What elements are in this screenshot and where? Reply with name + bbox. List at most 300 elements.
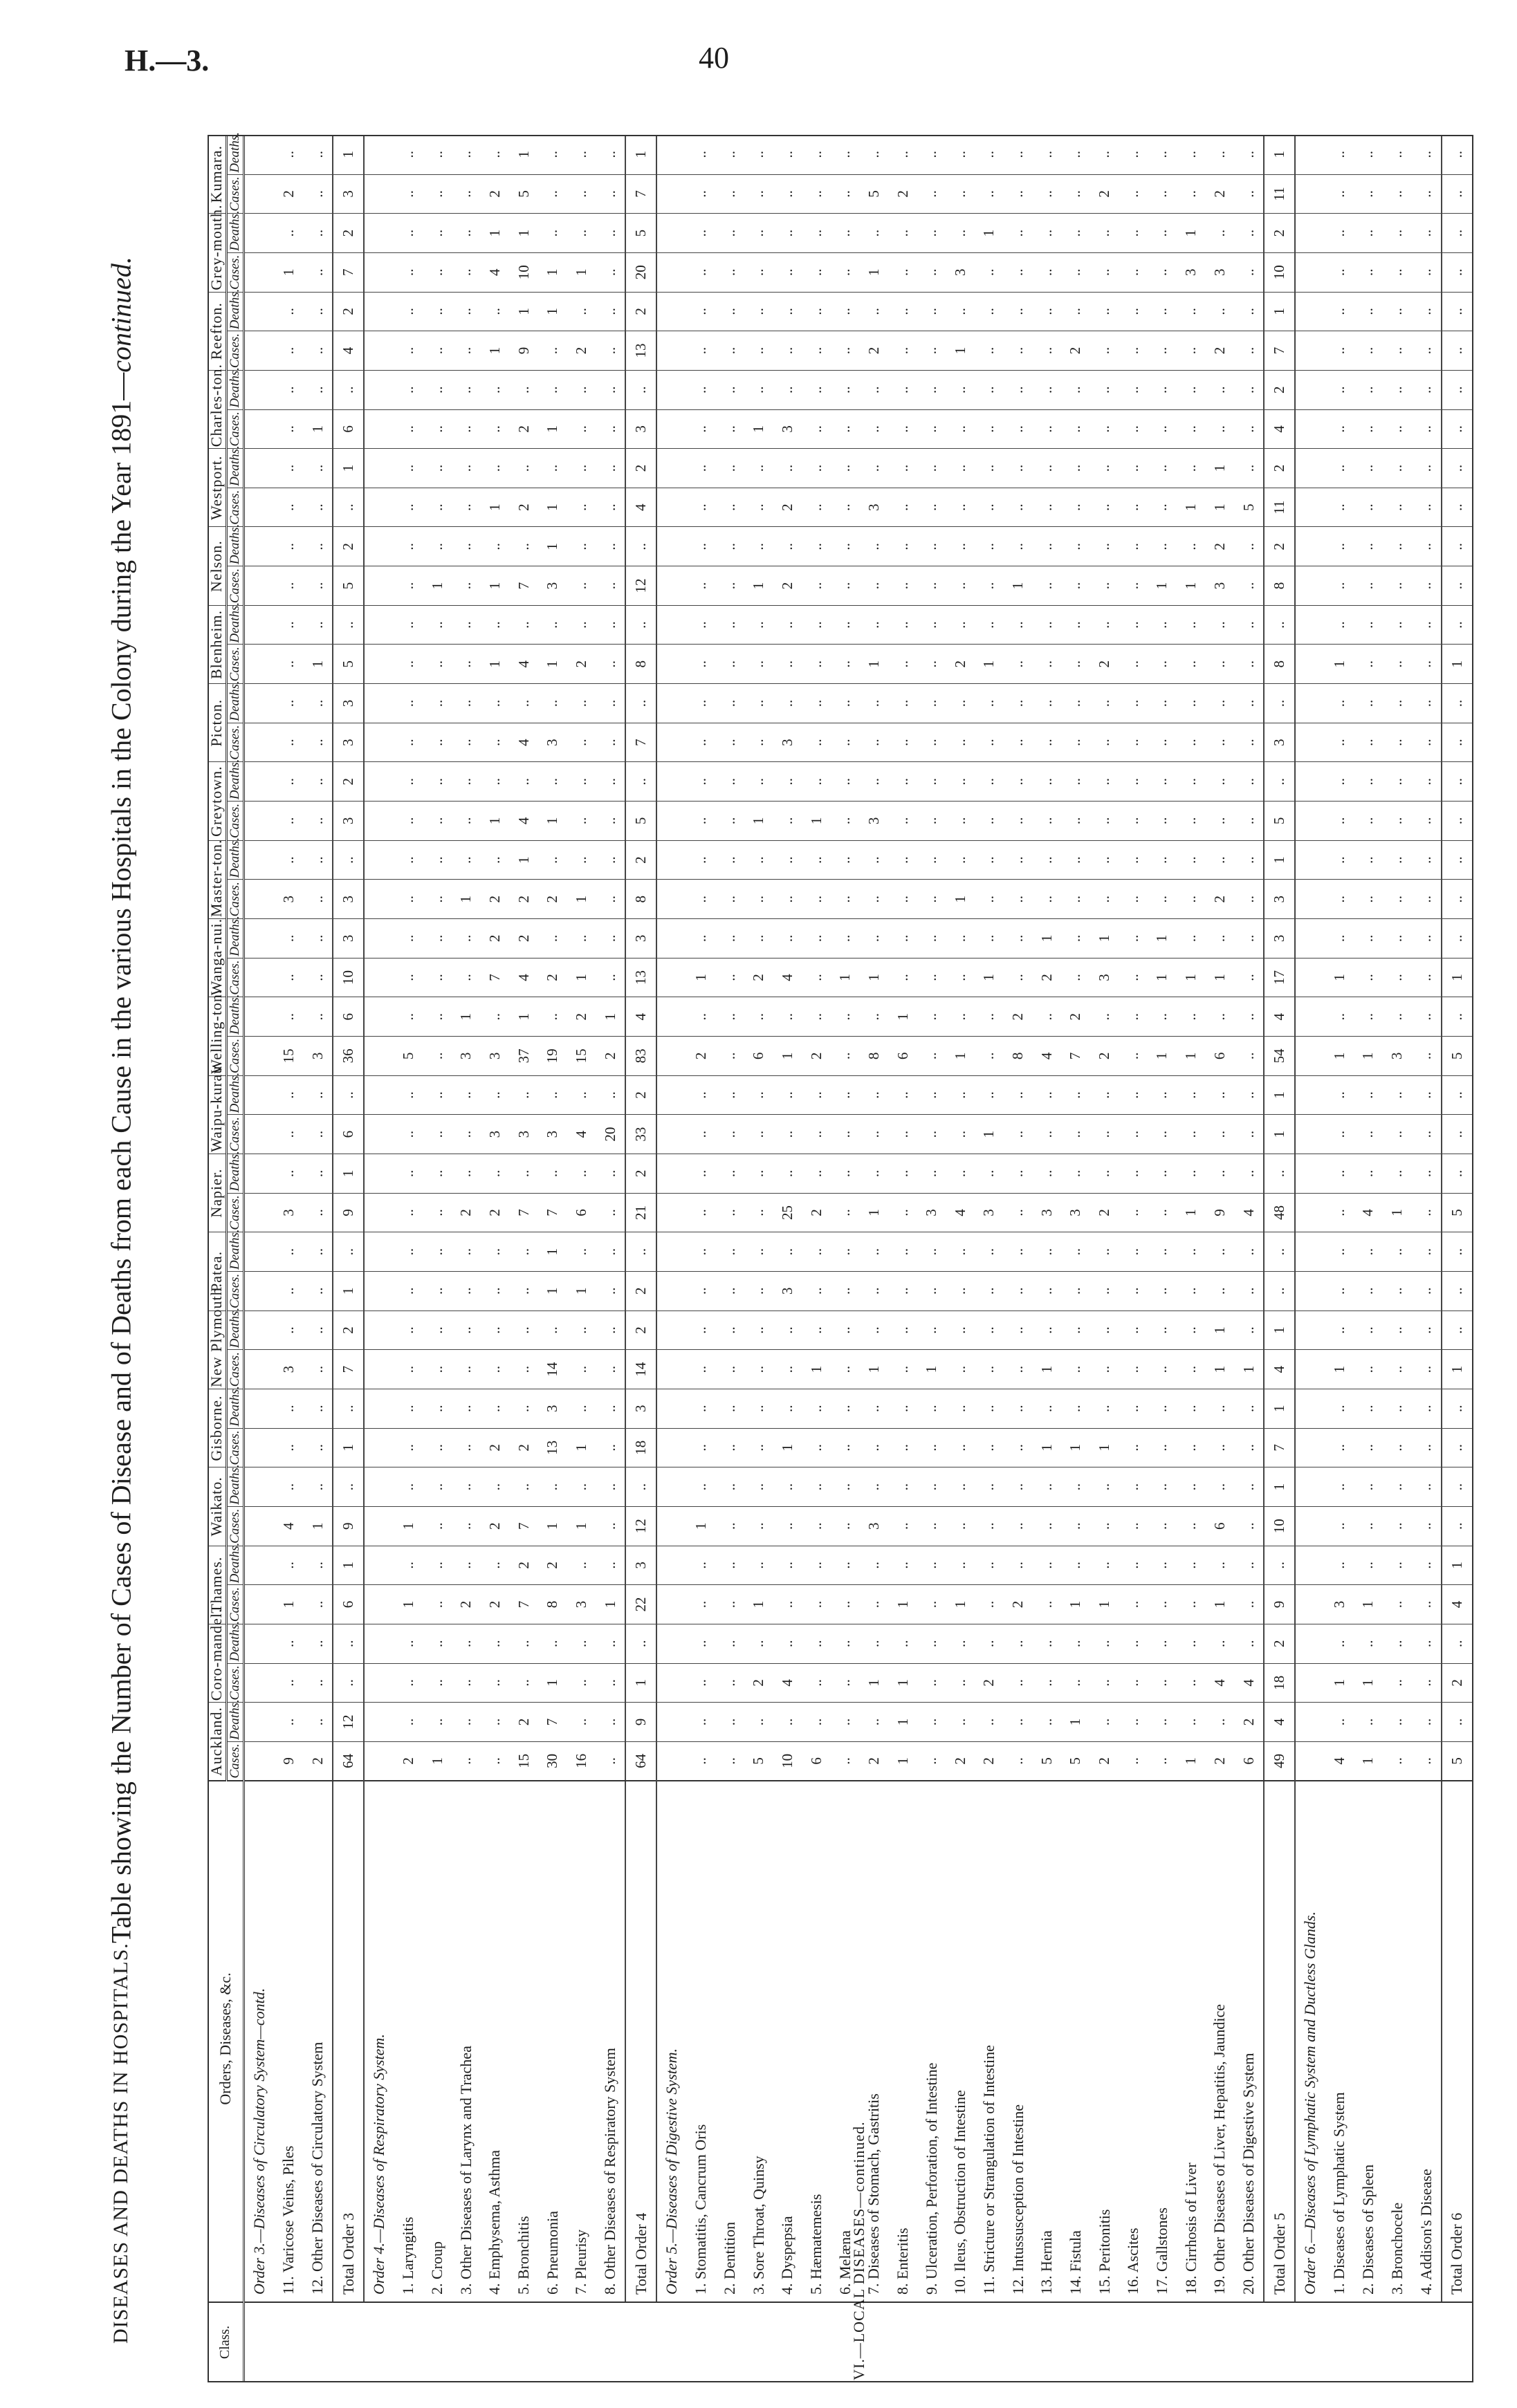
deaths-cell: ..: [860, 1546, 889, 1585]
cases-cell: ..: [1411, 1350, 1441, 1389]
cases-cell: ..: [1004, 880, 1033, 919]
deaths-cell: ..: [1264, 1546, 1295, 1585]
cases-cell: ..: [423, 1115, 452, 1154]
cases-cell: ..: [744, 488, 773, 527]
cases-cell: [656, 802, 686, 841]
deaths-cell: 1: [1061, 1703, 1090, 1742]
cases-cell: 1: [744, 566, 773, 606]
deaths-cell: ..: [625, 1232, 656, 1272]
cases-cell: ..: [596, 880, 625, 919]
deaths-cell: [364, 1154, 394, 1194]
deaths-cell: ..: [394, 449, 423, 488]
deaths-cell: ..: [303, 449, 333, 488]
deaths-cell: 2: [333, 527, 364, 566]
cases-cell: 1: [567, 252, 596, 292]
deaths-cell: ..: [1325, 449, 1354, 488]
cases-cell: 1: [946, 1037, 975, 1076]
cases-cell: ..: [744, 1506, 773, 1546]
cases-cell: 1: [975, 1115, 1004, 1154]
deaths-cell: ..: [1119, 1546, 1148, 1585]
deaths-cell: ..: [860, 135, 889, 174]
hospital-header: Kumara.: [208, 135, 227, 214]
cases-cell: ..: [567, 1350, 596, 1389]
cases-cell: ..: [744, 880, 773, 919]
deaths-cell: 4: [1264, 997, 1295, 1037]
cases-cell: ..: [1119, 1271, 1148, 1310]
table-row: [1177, 135, 1206, 2382]
deaths-cell: ..: [1411, 292, 1441, 331]
row-label: 3. Bronchocele: [1383, 1781, 1412, 2302]
cases-cell: 1: [1354, 1585, 1383, 1624]
cases-cell: ..: [1119, 958, 1148, 997]
deaths-cell: ..: [1090, 1232, 1119, 1272]
cases-cell: 6: [802, 1741, 831, 1781]
cases-cell: 10: [1264, 1506, 1295, 1546]
cases-cell: [1295, 723, 1325, 762]
deaths-cell: ..: [715, 1389, 744, 1428]
cases-cell: 2: [394, 1741, 423, 1781]
deaths-cell: ..: [773, 840, 802, 880]
hospital-header: Grey-mouth.: [208, 214, 227, 292]
cases-cell: 1: [275, 1585, 304, 1624]
deaths-cell: ..: [715, 919, 744, 958]
cases-cell: ..: [509, 1663, 538, 1703]
cases-cell: [1295, 880, 1325, 919]
title-heading: DISEASES AND DEATHS IN HOSPITALS.: [109, 1943, 132, 2344]
deaths-cell: ..: [1090, 1467, 1119, 1507]
cases-cell: 5: [394, 1037, 423, 1076]
deaths-cell: 6: [333, 997, 364, 1037]
cases-cell: 1: [1205, 958, 1234, 997]
deaths-cell: 1: [1264, 1467, 1295, 1507]
title-caption-text: Table showing the Number of Cases of Disease and of Deaths from each Cause in the various Hospitals in the Colony during the Year 1891—: [105, 372, 137, 1943]
table-row: [423, 135, 452, 2382]
cases-cell: ..: [687, 566, 716, 606]
deaths-cell: ..: [423, 605, 452, 645]
cases-cell: ..: [1325, 1271, 1354, 1310]
deaths-cell: ..: [1205, 684, 1234, 723]
cases-cell: ..: [1177, 802, 1206, 841]
deaths-cell: ..: [975, 997, 1004, 1037]
deaths-cell: [364, 1546, 394, 1585]
cases-cell: ..: [1004, 1115, 1033, 1154]
deaths-cell: ..: [1354, 605, 1383, 645]
deaths-cell: [1295, 292, 1325, 331]
deaths-cell: ..: [802, 1389, 831, 1428]
cases-cell: ..: [1411, 1663, 1441, 1703]
cases-cell: [364, 1506, 394, 1546]
deaths-cell: ..: [888, 1154, 917, 1194]
deaths-cell: ..: [1032, 449, 1061, 488]
deaths-cell: ..: [1383, 605, 1412, 645]
deaths-cell: ..: [452, 1310, 481, 1350]
cases-cell: 3: [333, 723, 364, 762]
cases-cell: ..: [1354, 488, 1383, 527]
deaths-cell: ..: [1354, 214, 1383, 253]
deaths-cell: ..: [1090, 1310, 1119, 1350]
cases-cell: ..: [423, 174, 452, 214]
cases-cell: 4: [509, 645, 538, 684]
deaths-cell: ..: [802, 370, 831, 409]
cases-cell: ..: [1383, 802, 1412, 841]
cases-cell: ..: [802, 488, 831, 527]
deaths-cell: ..: [773, 1154, 802, 1194]
deaths-cell: ..: [888, 919, 917, 958]
cases-cell: 4: [625, 488, 656, 527]
deaths-cell: [244, 1310, 275, 1350]
cases-cell: ..: [802, 958, 831, 997]
table-title: [42, 228, 201, 2372]
deaths-cell: ..: [1325, 1467, 1354, 1507]
cases-cell: ..: [1148, 252, 1177, 292]
cases-cell: ..: [744, 645, 773, 684]
deaths-cell: ..: [1177, 1310, 1206, 1350]
deaths-cell: ..: [1061, 1310, 1090, 1350]
cases-cell: ..: [423, 958, 452, 997]
cases-cell: ..: [802, 1506, 831, 1546]
cases-cell: ..: [1354, 802, 1383, 841]
cases-cell: ..: [423, 252, 452, 292]
cases-cell: 15: [567, 1037, 596, 1076]
deaths-cell: ..: [1119, 292, 1148, 331]
deaths-cell: ..: [1354, 1624, 1383, 1663]
deaths-cell: ..: [275, 1154, 304, 1194]
cases-cell: ..: [1119, 1193, 1148, 1232]
deaths-cell: ..: [1383, 1467, 1412, 1507]
deaths-cell: ..: [567, 684, 596, 723]
cases-cell: ..: [1354, 1506, 1383, 1546]
cases-cell: 1: [1205, 488, 1234, 527]
deaths-cell: ..: [275, 135, 304, 174]
deaths-cell: ..: [1148, 684, 1177, 723]
cases-cell: 1: [567, 1428, 596, 1467]
deaths-cell: ..: [715, 1624, 744, 1663]
deaths-cell: ..: [1234, 840, 1264, 880]
cases-cell: ..: [802, 331, 831, 371]
deaths-cell: ..: [1411, 1310, 1441, 1350]
deaths-cell: ..: [567, 292, 596, 331]
deaths-cell: ..: [888, 214, 917, 253]
cases-cell: ..: [1411, 1428, 1441, 1467]
deaths-cell: ..: [1325, 684, 1354, 723]
deaths-cell: ..: [625, 1467, 656, 1507]
cases-cell: ..: [1411, 409, 1441, 449]
deaths-cell: ..: [831, 214, 860, 253]
deaths-cell: ..: [1383, 1232, 1412, 1272]
deaths-cell: ..: [481, 605, 510, 645]
rotated-table: [208, 132, 1473, 2382]
deaths-cell: ..: [917, 527, 946, 566]
deaths-cell: ..: [303, 135, 333, 174]
deaths-cell: ..: [860, 1232, 889, 1272]
deaths-cell: ..: [773, 292, 802, 331]
cases-header: Cases.: [227, 880, 244, 919]
cases-cell: ..: [917, 1506, 946, 1546]
deaths-cell: ..: [946, 840, 975, 880]
cases-cell: 13: [625, 331, 656, 371]
cases-cell: [1295, 802, 1325, 841]
deaths-cell: 1: [1177, 214, 1206, 253]
deaths-cell: ..: [1234, 1075, 1264, 1115]
cases-cell: ..: [1061, 488, 1090, 527]
deaths-cell: ..: [1325, 919, 1354, 958]
deaths-cell: ..: [888, 1310, 917, 1350]
cases-header: Cases.: [227, 1741, 244, 1781]
cases-cell: ..: [1383, 958, 1412, 997]
deaths-cell: ..: [1383, 1703, 1412, 1742]
deaths-cell: ..: [715, 449, 744, 488]
cases-cell: ..: [831, 1115, 860, 1154]
deaths-cell: 2: [1004, 997, 1033, 1037]
deaths-cell: ..: [917, 1232, 946, 1272]
deaths-cell: ..: [917, 919, 946, 958]
cases-cell: ..: [509, 1350, 538, 1389]
deaths-cell: ..: [687, 527, 716, 566]
cases-cell: ..: [975, 488, 1004, 527]
deaths-cell: ..: [1442, 997, 1473, 1037]
cases-cell: ..: [1004, 409, 1033, 449]
deaths-cell: ..: [744, 1154, 773, 1194]
cases-cell: ..: [1119, 1741, 1148, 1781]
deaths-cell: ..: [946, 684, 975, 723]
cases-cell: ..: [275, 958, 304, 997]
deaths-cell: [364, 1467, 394, 1507]
order-heading-row: [364, 135, 394, 2382]
cases-cell: ..: [831, 331, 860, 371]
deaths-cell: ..: [1234, 1624, 1264, 1663]
cases-cell: 4: [1234, 1193, 1264, 1232]
cases-cell: [244, 958, 275, 997]
deaths-cell: 4: [1264, 1703, 1295, 1742]
cases-cell: [1295, 1506, 1325, 1546]
cases-cell: 3: [860, 1506, 889, 1546]
cases-cell: 4: [1354, 1193, 1383, 1232]
deaths-cell: ..: [831, 1703, 860, 1742]
table-row: [860, 135, 889, 2382]
cases-cell: ..: [1032, 1585, 1061, 1624]
deaths-cell: ..: [1325, 1546, 1354, 1585]
deaths-cell: ..: [917, 1075, 946, 1115]
cases-cell: 3: [1032, 1193, 1061, 1232]
cases-cell: [244, 566, 275, 606]
row-label: 8. Other Diseases of Respiratory System: [596, 1781, 625, 2302]
deaths-cell: ..: [394, 1624, 423, 1663]
cases-cell: 8: [1264, 645, 1295, 684]
cases-cell: ..: [1234, 1428, 1264, 1467]
deaths-cell: ..: [687, 1232, 716, 1272]
cases-cell: 5: [333, 566, 364, 606]
deaths-cell: ..: [596, 1624, 625, 1663]
deaths-cell: ..: [303, 840, 333, 880]
deaths-cell: ..: [831, 370, 860, 409]
deaths-cell: ..: [481, 1389, 510, 1428]
cases-cell: ..: [687, 1663, 716, 1703]
cases-cell: ..: [860, 1271, 889, 1310]
deaths-cell: ..: [1061, 292, 1090, 331]
cases-cell: 10: [509, 252, 538, 292]
deaths-cell: ..: [1061, 527, 1090, 566]
cases-cell: ..: [715, 880, 744, 919]
deaths-cell: ..: [625, 370, 656, 409]
cases-cell: ..: [715, 1271, 744, 1310]
total-row: [333, 135, 364, 2382]
deaths-cell: [244, 1703, 275, 1742]
deaths-cell: ..: [1032, 1467, 1061, 1507]
cases-cell: ..: [1325, 488, 1354, 527]
deaths-cell: ..: [1004, 1389, 1033, 1428]
cases-cell: 1: [538, 802, 567, 841]
row-label: 7. Pleurisy: [567, 1781, 596, 2302]
deaths-cell: ..: [1354, 135, 1383, 174]
deaths-cell: ..: [917, 1546, 946, 1585]
cases-header: Cases.: [227, 409, 244, 449]
deaths-cell: ..: [1411, 1467, 1441, 1507]
cases-cell: 1: [744, 1585, 773, 1624]
cases-cell: ..: [1177, 1271, 1206, 1310]
deaths-cell: ..: [452, 1389, 481, 1428]
deaths-header: Deaths.: [227, 1232, 244, 1272]
cases-cell: 2: [509, 409, 538, 449]
cases-cell: ..: [831, 1663, 860, 1703]
cases-cell: ..: [1061, 723, 1090, 762]
cases-cell: ..: [1032, 645, 1061, 684]
cases-cell: [1295, 409, 1325, 449]
cases-cell: ..: [888, 331, 917, 371]
deaths-cell: [364, 919, 394, 958]
deaths-cell: ..: [860, 1624, 889, 1663]
deaths-cell: [1295, 605, 1325, 645]
deaths-cell: ..: [1061, 605, 1090, 645]
hospital-header-row: [208, 135, 227, 2382]
deaths-cell: ..: [1090, 1389, 1119, 1428]
cases-cell: 10: [333, 958, 364, 997]
deaths-cell: ..: [860, 919, 889, 958]
deaths-cell: 2: [625, 1075, 656, 1115]
cases-cell: 1: [481, 802, 510, 841]
cases-cell: 6: [888, 1037, 917, 1076]
cases-cell: 1: [946, 1585, 975, 1624]
cases-cell: [244, 409, 275, 449]
cases-cell: ..: [423, 1585, 452, 1624]
deaths-cell: ..: [1177, 1546, 1206, 1585]
cases-cell: ..: [423, 1037, 452, 1076]
cases-cell: ..: [303, 252, 333, 292]
cases-cell: 1: [1148, 958, 1177, 997]
deaths-cell: [364, 1703, 394, 1742]
cases-cell: [244, 645, 275, 684]
deaths-cell: ..: [1061, 762, 1090, 802]
deaths-cell: ..: [423, 1232, 452, 1272]
cases-cell: [364, 958, 394, 997]
deaths-cell: ..: [917, 370, 946, 409]
cases-cell: ..: [1234, 252, 1264, 292]
cases-cell: ..: [1354, 331, 1383, 371]
deaths-cell: 1: [975, 214, 1004, 253]
cases-cell: [364, 1350, 394, 1389]
deaths-cell: ..: [538, 919, 567, 958]
deaths-cell: ..: [946, 1703, 975, 1742]
cases-cell: 1: [625, 1663, 656, 1703]
deaths-cell: ..: [567, 919, 596, 958]
cases-cell: ..: [687, 252, 716, 292]
cases-cell: 8: [538, 1585, 567, 1624]
deaths-cell: ..: [1411, 1154, 1441, 1194]
deaths-cell: 1: [509, 214, 538, 253]
deaths-cell: ..: [1234, 1310, 1264, 1350]
deaths-cell: 1: [1090, 919, 1119, 958]
cases-cell: ..: [802, 1271, 831, 1310]
cases-cell: 64: [625, 1741, 656, 1781]
cases-cell: [364, 488, 394, 527]
cases-cell: ..: [1061, 1506, 1090, 1546]
deaths-cell: ..: [802, 292, 831, 331]
deaths-cell: ..: [975, 605, 1004, 645]
cases-cell: ..: [1205, 1428, 1234, 1467]
deaths-cell: ..: [1090, 135, 1119, 174]
deaths-cell: 1: [333, 1154, 364, 1194]
cases-cell: ..: [1090, 488, 1119, 527]
deaths-cell: ..: [802, 919, 831, 958]
cases-cell: ..: [394, 566, 423, 606]
cases-cell: 1: [394, 1585, 423, 1624]
cases-cell: 17: [1264, 958, 1295, 997]
deaths-cell: ..: [1177, 762, 1206, 802]
deaths-cell: ..: [567, 214, 596, 253]
deaths-cell: ..: [975, 292, 1004, 331]
deaths-cell: ..: [773, 1232, 802, 1272]
cases-cell: 1: [888, 1585, 917, 1624]
deaths-cell: 3: [333, 684, 364, 723]
cases-cell: ..: [1325, 566, 1354, 606]
deaths-cell: ..: [1090, 292, 1119, 331]
cases-cell: ..: [452, 566, 481, 606]
cases-cell: ..: [715, 252, 744, 292]
cases-cell: 6: [333, 409, 364, 449]
deaths-cell: ..: [1119, 527, 1148, 566]
cases-cell: ..: [1090, 409, 1119, 449]
row-label: 2. Diseases of Spleen: [1354, 1781, 1383, 2302]
cases-cell: ..: [1177, 645, 1206, 684]
deaths-cell: ..: [1004, 1310, 1033, 1350]
cases-cell: 7: [509, 1506, 538, 1546]
cases-cell: ..: [946, 1506, 975, 1546]
deaths-cell: ..: [1325, 762, 1354, 802]
cases-cell: ..: [1004, 723, 1033, 762]
cases-cell: [656, 331, 686, 371]
deaths-cell: ..: [452, 762, 481, 802]
deaths-cell: ..: [1061, 370, 1090, 409]
cases-cell: 3: [275, 1350, 304, 1389]
cases-cell: ..: [1411, 723, 1441, 762]
deaths-cell: ..: [687, 997, 716, 1037]
cases-cell: 2: [888, 174, 917, 214]
cases-cell: [364, 566, 394, 606]
deaths-cell: ..: [452, 214, 481, 253]
cases-cell: ..: [1148, 1663, 1177, 1703]
cases-cell: ..: [1234, 1506, 1264, 1546]
cases-cell: ..: [744, 723, 773, 762]
cases-cell: ..: [1148, 1193, 1177, 1232]
cases-cell: [244, 1037, 275, 1076]
cases-cell: ..: [394, 645, 423, 684]
deaths-cell: ..: [275, 1467, 304, 1507]
deaths-cell: ..: [802, 1546, 831, 1585]
cases-cell: [1295, 645, 1325, 684]
deaths-cell: ..: [596, 292, 625, 331]
cases-cell: ..: [303, 566, 333, 606]
cases-cell: ..: [1148, 1428, 1177, 1467]
cases-cell: ..: [888, 958, 917, 997]
